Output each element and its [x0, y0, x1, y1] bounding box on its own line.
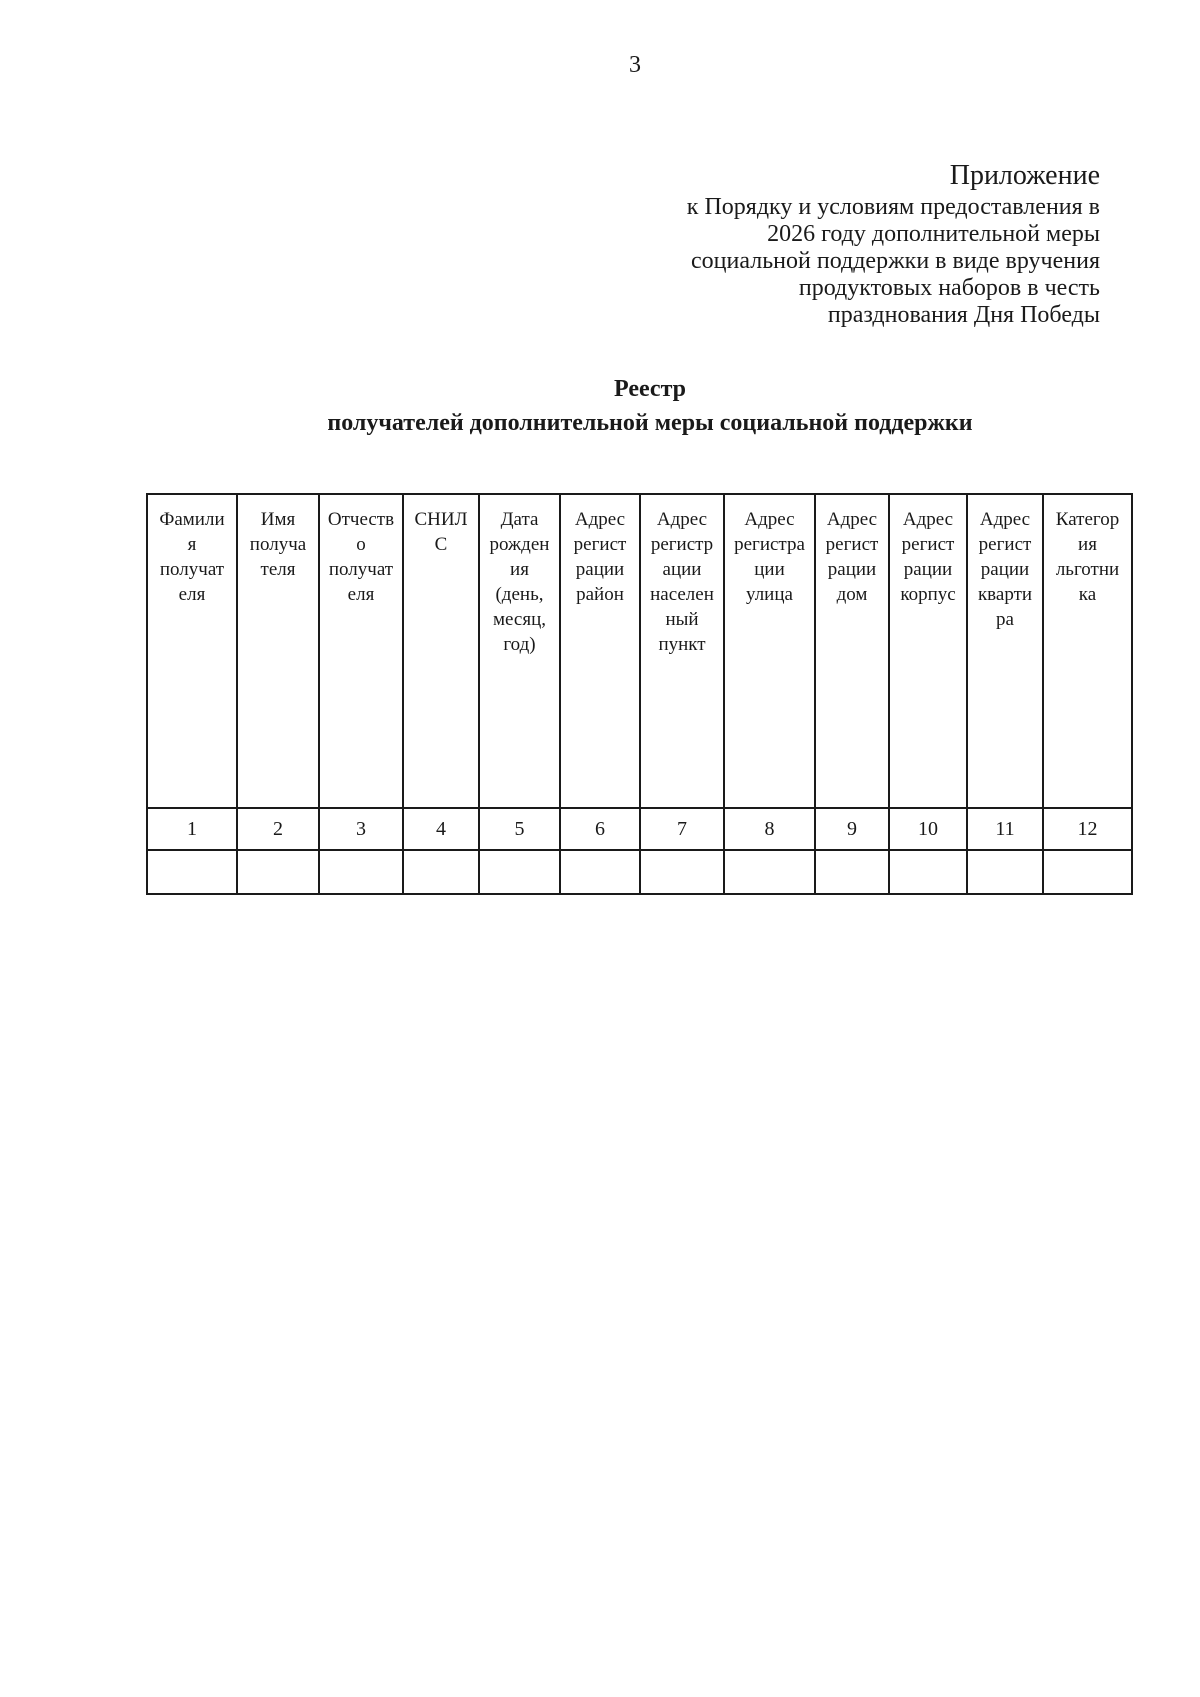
column-header: [403, 494, 479, 808]
document-title: [0, 372, 1200, 440]
column-header-line: рации: [827, 559, 877, 580]
column-header-line: рожден: [489, 534, 550, 555]
column-header-line: Адрес: [744, 509, 795, 530]
column-header: [560, 494, 640, 808]
column-header-line: Адрес: [656, 509, 708, 530]
column-header-line: регист: [901, 534, 955, 555]
column-header-line: рации: [903, 559, 953, 580]
column-header-line: (день,: [495, 584, 544, 605]
column-header-line: ия: [1078, 534, 1097, 555]
column-header-line: корпус: [900, 584, 956, 605]
column-header-line: Адрес: [902, 509, 954, 530]
column-header: [889, 494, 967, 808]
column-header-line: месяц,: [492, 609, 547, 630]
empty-cell[interactable]: [889, 850, 967, 894]
column-header-line: Имя: [260, 509, 296, 530]
column-header: [479, 494, 560, 808]
title-line-2: получателей дополнительной меры социальной поддержки: [327, 410, 973, 436]
column-header-line: регистра: [734, 534, 805, 555]
column-header: [319, 494, 403, 808]
empty-cell[interactable]: [815, 850, 889, 894]
title-line-1: Реестр: [613, 376, 687, 402]
column-header-line: рации: [575, 559, 625, 580]
empty-cell[interactable]: [237, 850, 319, 894]
column-header-line: ции: [754, 559, 785, 580]
column-header: [640, 494, 724, 808]
column-number: 7: [640, 808, 724, 850]
empty-cell[interactable]: [724, 850, 815, 894]
column-header-line: еля: [347, 584, 375, 605]
column-number: 6: [560, 808, 640, 850]
column-header-line: ия: [510, 559, 529, 580]
empty-cell[interactable]: [560, 850, 640, 894]
empty-data-row: [147, 850, 1132, 894]
header-row: [147, 494, 1132, 808]
column-header: [237, 494, 319, 808]
empty-cell[interactable]: [147, 850, 237, 894]
appendix-line: 2026 году дополнительной меры: [767, 221, 1100, 247]
column-header-line: я: [187, 534, 197, 555]
column-header-line: Дата: [500, 509, 539, 530]
appendix-line: социальной поддержки в виде вручения: [691, 248, 1100, 274]
column-number-row: [147, 808, 1132, 850]
column-header-line: С: [434, 534, 448, 555]
appendix-line: празднования Дня Победы: [827, 302, 1100, 328]
column-header-line: регист: [573, 534, 627, 555]
column-header: [967, 494, 1043, 808]
empty-cell[interactable]: [1043, 850, 1132, 894]
appendix-line: продуктовых наборов в честь: [798, 275, 1100, 301]
column-header-line: кварти: [977, 584, 1033, 605]
empty-cell[interactable]: [640, 850, 724, 894]
column-number: 3: [319, 808, 403, 850]
appendix-line: к Порядку и условиям предоставления в: [686, 194, 1100, 220]
column-header-line: о: [356, 534, 366, 555]
column-header-line: Адрес: [826, 509, 878, 530]
column-number: 1: [147, 808, 237, 850]
column-header-line: СНИЛ: [414, 509, 468, 530]
column-number: 2: [237, 808, 319, 850]
column-header-line: получа: [249, 534, 307, 555]
column-number: 5: [479, 808, 560, 850]
column-header: [724, 494, 815, 808]
column-number: 11: [967, 808, 1043, 850]
column-header-line: регист: [978, 534, 1032, 555]
empty-cell[interactable]: [967, 850, 1043, 894]
column-number: 10: [889, 808, 967, 850]
column-header-line: получат: [328, 559, 394, 580]
column-number: 9: [815, 808, 889, 850]
column-header-line: ный: [665, 609, 699, 630]
column-header-line: еля: [178, 584, 206, 605]
column-header-line: год): [503, 634, 536, 655]
column-header-line: пункт: [658, 634, 706, 655]
column-header-line: ра: [996, 609, 1014, 630]
column-header-line: ации: [662, 559, 702, 580]
column-header-line: получат: [159, 559, 225, 580]
column-header-line: Отчеств: [327, 509, 395, 530]
column-header-line: Категор: [1055, 509, 1120, 530]
column-number: 12: [1043, 808, 1132, 850]
column-header-line: населен: [650, 584, 714, 605]
column-header: [815, 494, 889, 808]
page-number: 3: [629, 52, 641, 78]
empty-cell[interactable]: [479, 850, 560, 894]
column-header-line: ка: [1078, 584, 1097, 605]
appendix-block: [580, 160, 1100, 329]
column-header: [1043, 494, 1132, 808]
empty-cell[interactable]: [319, 850, 403, 894]
empty-cell[interactable]: [403, 850, 479, 894]
column-number: 4: [403, 808, 479, 850]
registry-table: [146, 493, 1133, 895]
column-header-line: рации: [980, 559, 1030, 580]
column-number: 8: [724, 808, 815, 850]
column-header-line: регист: [825, 534, 879, 555]
column-header-line: Адрес: [979, 509, 1031, 530]
column-header-line: Фамили: [159, 509, 225, 530]
column-header-line: льготни: [1055, 559, 1120, 580]
column-header-line: район: [576, 584, 624, 605]
column-header-line: дом: [836, 584, 868, 605]
column-header: [147, 494, 237, 808]
column-header-line: Адрес: [574, 509, 626, 530]
appendix-title: Приложение: [949, 160, 1100, 191]
column-header-line: теля: [260, 559, 296, 580]
column-header-line: улица: [746, 584, 793, 605]
column-header-line: регистр: [650, 534, 714, 555]
